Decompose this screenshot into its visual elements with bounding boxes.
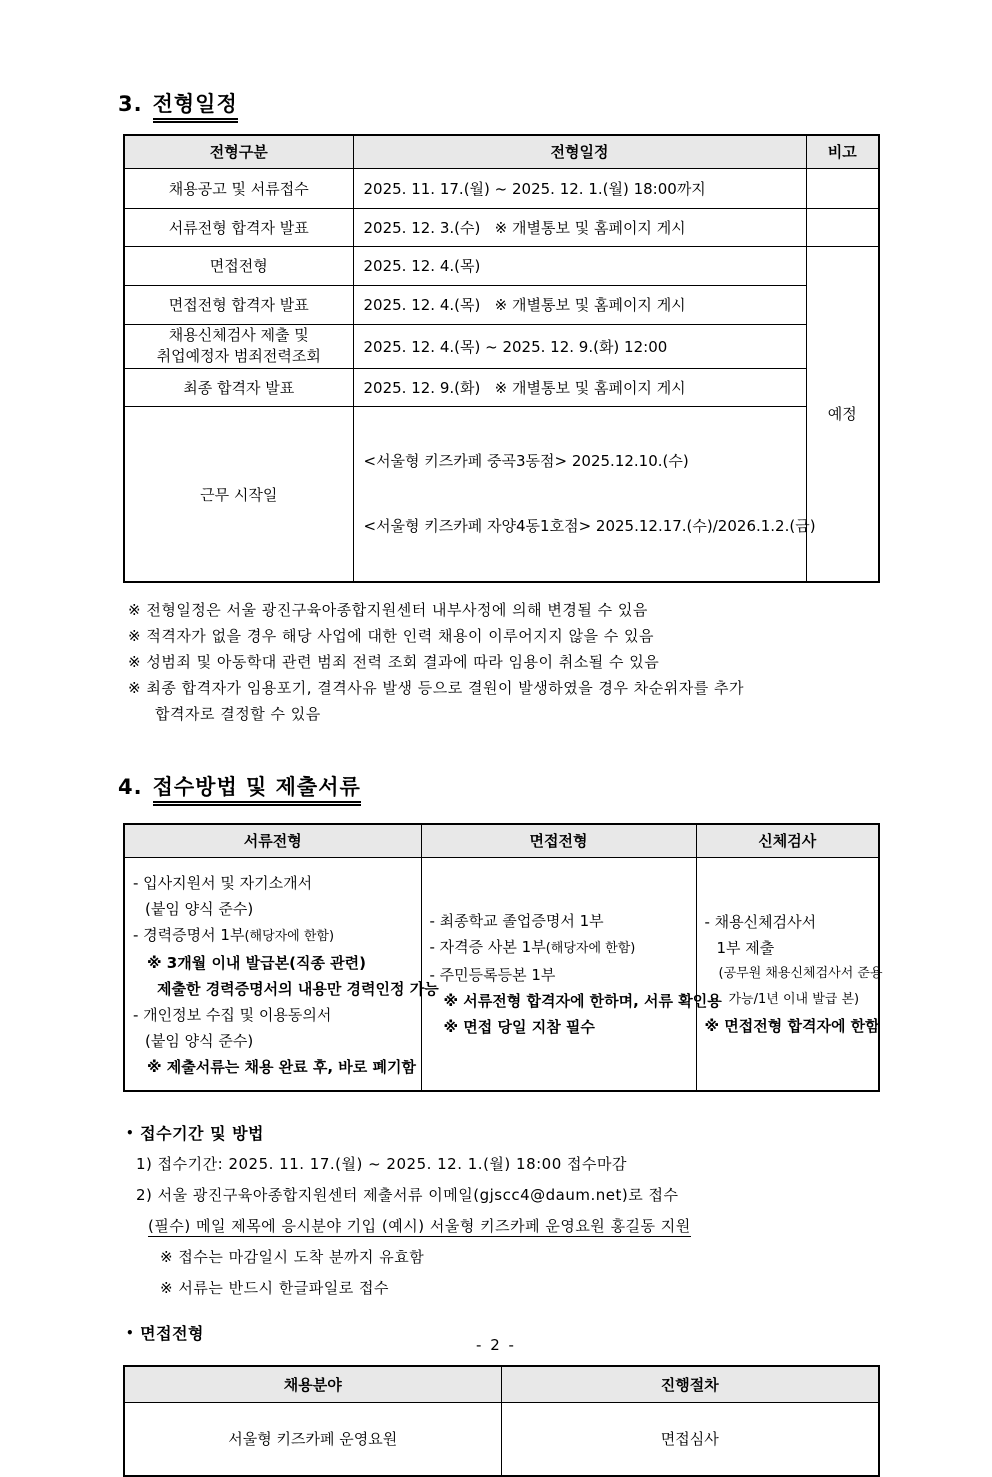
documents-table [123,823,883,1092]
bullet-icon: • [126,1325,135,1340]
schedule-notes [128,597,992,727]
schedule-row-category: 근무 시작일 [124,407,353,583]
schedule-header-category: 전형구분 [124,135,353,168]
interview-header-procedure: 진행절차 [501,1366,879,1403]
doc-note: ※ 면접전형 합격자에 한함 [704,1016,880,1035]
schedule-table [123,134,880,583]
doc-item-sub: (붙임 양식 준수) [145,1031,254,1050]
interview-procedure-cell: 면접심사 [501,1403,879,1476]
schedule-row-schedule: 2025. 12. 4.(목) ~ 2025. 12. 9.(화) 12:00 [353,324,806,369]
bullet-icon: • [126,1125,135,1140]
section3-heading [118,0,992,118]
schedule-row-category: 면접전형 [124,246,353,285]
schedule-row [124,208,879,246]
doc-note-continuation: 제출한 경력증명서의 내용만 경력인정 가능 [157,979,439,998]
schedule-row-schedule: 2025. 11. 17.(월) ~ 2025. 12. 1.(월) 18:00까지 [353,168,806,208]
doc-item-text: - 자격증 사본 1부 [429,937,546,956]
documents-header-physical: 신체검사 [696,824,879,857]
documents-header-paper: 서류전형 [124,824,421,857]
documents-interview-cell [421,857,722,1091]
schedule-row [124,407,879,583]
doc-item-line2: 1부 제출 [716,938,775,957]
documents-body-row [124,857,879,1091]
doc-item: - 주민등록등본 1부 [429,965,556,984]
doc-note: ※ 제출서류는 채용 완료 후, 바로 폐기함 [147,1057,416,1076]
schedule-row [124,168,879,208]
section4-heading [118,771,992,801]
doc-item-small: (공무원 채용신체검사서 준용 [718,965,883,981]
interview-field-cell: 서울형 키즈카페 운영요원 [124,1403,501,1476]
doc-item: - 채용신체검사서 [704,912,817,931]
doc-note: ※ 면접 당일 지참 필수 [443,1017,595,1036]
application-required-subject-text: (필수) 메일 제목에 응시분야 기입 (예시) 서울형 키즈카페 운영요원 홍길동 지원 [148,1216,691,1235]
application-period-bullet [126,1118,992,1149]
schedule-note-continuation: 합격자로 결정할 수 있음 [155,705,321,723]
schedule-row-category [124,324,353,369]
schedule-category-line1: 채용신체검사 제출 및 [168,325,309,344]
schedule-header-row [124,135,879,168]
schedule-category-line2: 취업예정자 범죄전력조회 [156,347,321,366]
schedule-note: ※ 적격자가 없을 경우 해당 사업에 대한 인력 채용이 이루어지지 않을 수 있음 [128,627,654,645]
schedule-start-line2: <서울형 키즈카페 자양4동1호점> 2025.12.17.(수)/2026.1.2.(금) [363,516,816,535]
interview-table [123,1365,880,1477]
schedule-header-schedule: 전형일정 [353,135,806,168]
doc-note: ※ 서류전형 합격자에 한하며, 서류 확인용 [443,991,722,1010]
schedule-row-schedule [353,407,816,583]
application-line-1: 1) 접수기간: 2025. 11. 17.(월) ~ 2025. 12. 1.(월) 18:00 접수마감 [136,1154,627,1173]
doc-item: - 개인정보 수집 및 이용동의서 [133,1005,332,1024]
section4-title: 접수방법 및 제출서류 [153,775,361,806]
schedule-row-category: 최종 합격자 발표 [124,369,353,407]
doc-note: ※ 3개월 이내 발급본(직종 관련) [147,953,367,972]
schedule-row-schedule: 2025. 12. 4.(목) [353,246,806,285]
interview-header-row [124,1366,879,1403]
section3-title: 전형일정 [153,92,238,123]
doc-item-small: 가능/1년 이내 발급 본) [728,991,860,1007]
documents-header-row [124,824,879,857]
application-required-subject [126,1211,992,1242]
schedule-start-line1: <서울형 키즈카페 중곡3동점> 2025.12.10.(수) [363,451,689,470]
schedule-row-note [806,168,879,208]
application-block [126,1118,992,1349]
schedule-note: ※ 최종 합격자가 임용포기, 결격사유 발생 등으로 결원이 발생하였을 경우 차순위자를 추가 [128,679,744,697]
doc-item-small: (해당자에 한함) [244,928,335,944]
documents-physical-cell [696,857,883,1091]
application-period-label: 접수기간 및 방법 [140,1123,265,1143]
doc-item: - 최종학교 졸업증명서 1부 [429,911,604,930]
schedule-row-category: 서류전형 합격자 발표 [124,208,353,246]
section3-number: 3. [118,92,143,116]
schedule-row [124,369,879,407]
doc-item-sub: (붙임 양식 준수) [145,899,254,918]
schedule-row-schedule: 2025. 12. 4.(목) ※ 개별통보 및 홈페이지 게시 [353,285,806,324]
documents-paper-cell [124,857,439,1091]
documents-header-interview: 면접전형 [421,824,696,857]
doc-item-text: - 경력증명서 1부 [133,925,245,944]
interview-label: 면접전형 [140,1323,204,1343]
page-number: - 2 - [476,1336,516,1354]
interview-header-field: 채용분야 [124,1366,501,1403]
schedule-row-category: 채용공고 및 서류접수 [124,168,353,208]
schedule-header-note: 비고 [806,135,879,168]
doc-item: - 입사지원서 및 자기소개서 [133,873,313,892]
doc-item-small: (해당자에 한함) [545,940,636,956]
schedule-row [124,246,879,285]
schedule-row [124,324,879,369]
schedule-row-schedule: 2025. 12. 9.(화) ※ 개별통보 및 홈페이지 게시 [353,369,806,407]
schedule-row [124,285,879,324]
doc-item [430,934,692,962]
schedule-row-note [806,208,879,246]
schedule-row-schedule: 2025. 12. 3.(수) ※ 개별통보 및 홈페이지 게시 [353,208,806,246]
schedule-note: ※ 전형일정은 서울 광진구육아종합지원센터 내부사정에 의해 변경될 수 있음 [128,601,648,619]
doc-item [133,922,417,950]
schedule-merged-note: 예정 [806,246,879,582]
interview-body-row [124,1403,879,1476]
application-line-2: 2) 서울 광진구육아종합지원센터 제출서류 이메일(gjscc4@daum.net)로 접수 [136,1185,679,1204]
schedule-row-category: 면접전형 합격자 발표 [124,285,353,324]
application-note: ※ 서류는 반드시 한글파일로 접수 [160,1278,390,1297]
schedule-note: ※ 성범죄 및 아동학대 관련 범죄 전력 조회 결과에 따라 임용이 취소될 수 있음 [128,653,660,671]
application-note: ※ 접수는 마감일시 도착 분까지 유효함 [160,1247,425,1266]
section4-number: 4. [118,775,143,799]
